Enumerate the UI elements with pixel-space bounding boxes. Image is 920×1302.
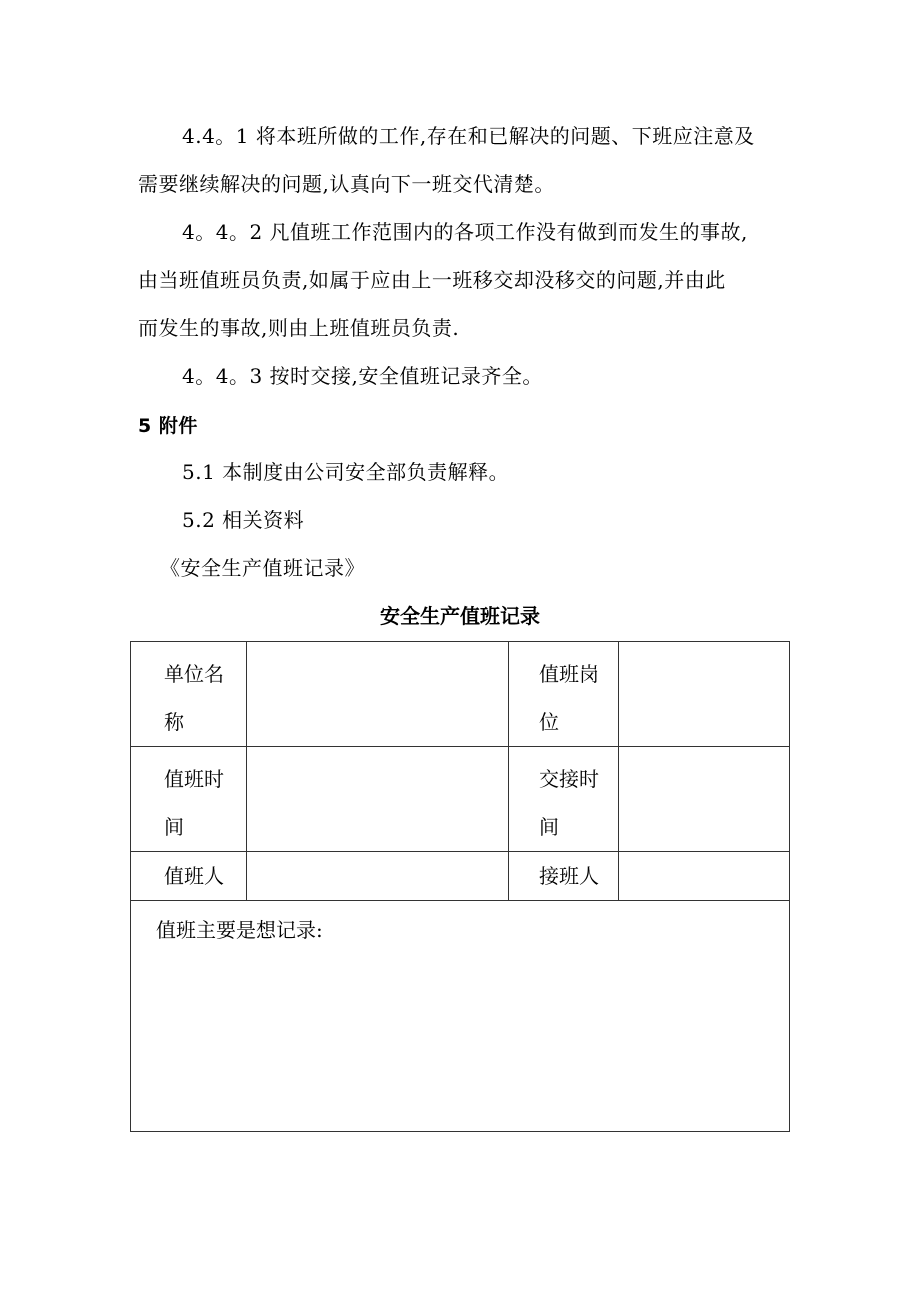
duty-post-label: 值班岗位 bbox=[509, 642, 619, 747]
unit-name-value[interactable] bbox=[247, 642, 509, 747]
unit-name-label: 单位名称 bbox=[131, 642, 247, 747]
paragraph-4-4-1-line-1: 4.4。1 将本班所做的工作,存在和已解决的问题、下班应注意及 bbox=[182, 124, 755, 148]
duty-person-label: 值班人 bbox=[131, 852, 247, 901]
successor-label: 接班人 bbox=[509, 852, 619, 901]
section-5-heading: 5 附件 bbox=[138, 415, 198, 437]
section-5-2: 5.2 相关资料 bbox=[182, 508, 305, 532]
attachment-title: 《安全生产值班记录》 bbox=[160, 556, 365, 580]
paragraph-4-4-2-line-3: 而发生的事故,则由上班值班员负责. bbox=[138, 316, 460, 340]
notes-cell[interactable] bbox=[131, 901, 790, 1132]
paragraph-4-4-2-line-1: 4。4。2 凡值班工作范围内的各项工作没有做到而发生的事故, bbox=[182, 220, 748, 244]
table-row bbox=[131, 747, 790, 852]
table-row bbox=[131, 901, 790, 1132]
duty-person-value[interactable] bbox=[247, 852, 509, 901]
handover-time-value[interactable] bbox=[619, 747, 790, 852]
duty-post-value[interactable] bbox=[619, 642, 790, 747]
section-5-1: 5.1 本制度由公司安全部负责解释。 bbox=[182, 460, 510, 484]
successor-value[interactable] bbox=[619, 852, 790, 901]
notes-label: 值班主要是想记录: bbox=[156, 918, 323, 942]
duty-time-value[interactable] bbox=[247, 747, 509, 852]
form-title: 安全生产值班记录 bbox=[380, 604, 540, 628]
paragraph-4-4-2-line-2: 由当班值班员负责,如属于应由上一班移交却没移交的问题,并由此 bbox=[138, 268, 726, 292]
paragraph-4-4-3: 4。4。3 按时交接,安全值班记录齐全。 bbox=[182, 364, 543, 388]
handover-time-label: 交接时间 bbox=[509, 747, 619, 852]
duty-record-table bbox=[130, 641, 790, 1132]
paragraph-4-4-1-line-2: 需要继续解决的问题,认真向下一班交代清楚。 bbox=[138, 172, 555, 196]
table-row bbox=[131, 852, 790, 901]
duty-time-label: 值班时间 bbox=[131, 747, 247, 852]
table-row bbox=[131, 642, 790, 747]
